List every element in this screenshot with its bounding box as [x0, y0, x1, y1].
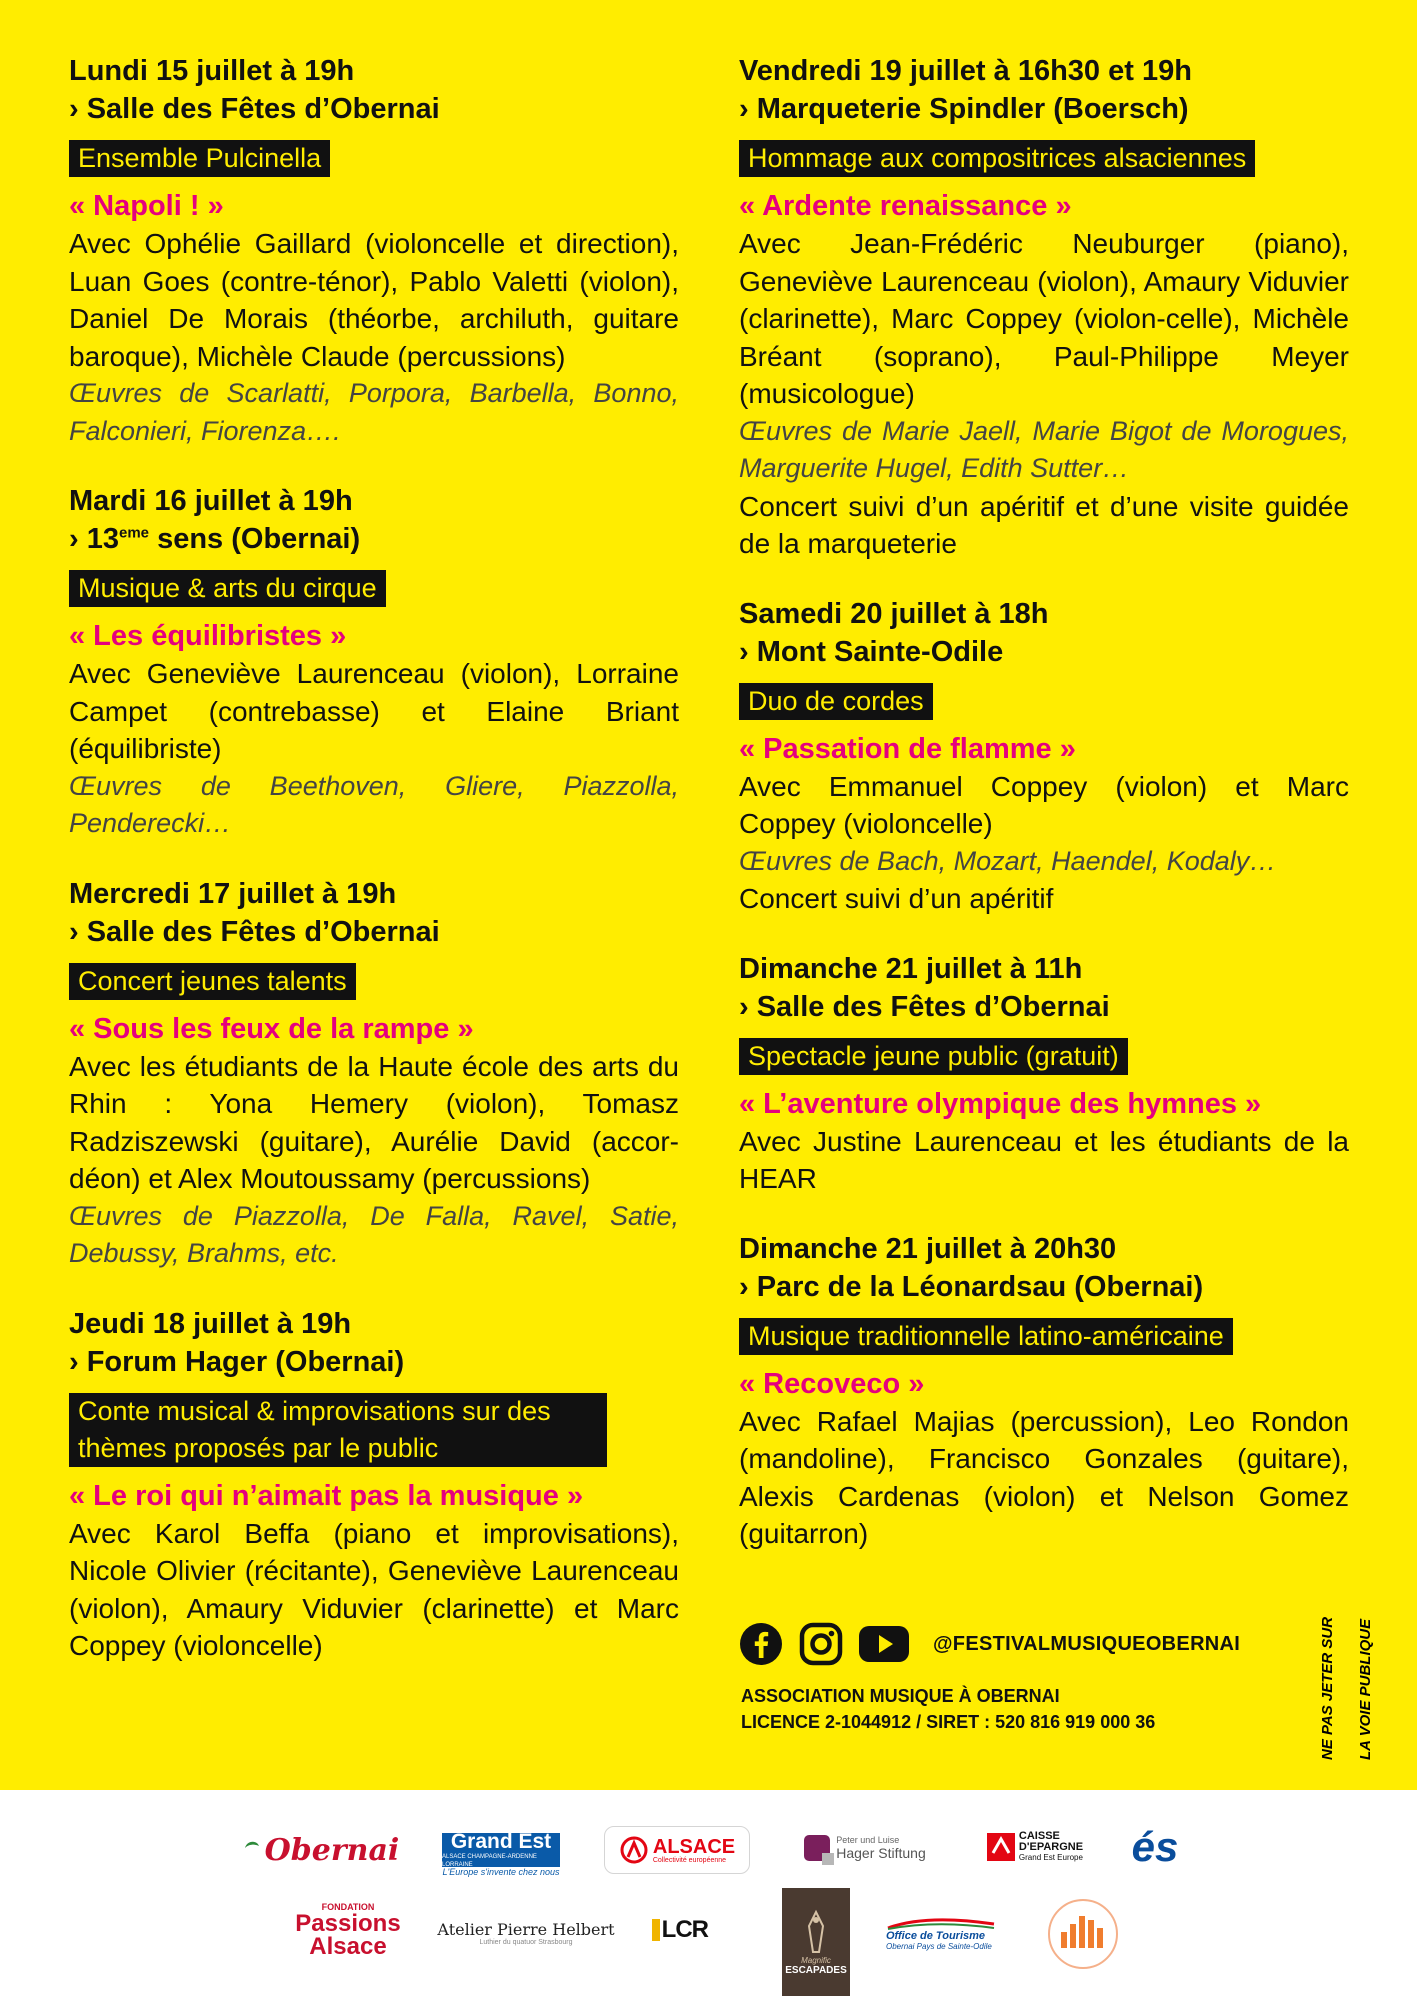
alsace-sub: Collectivité européenne: [652, 1856, 727, 1864]
event-tag: Musique traditionnelle latino-américaine: [739, 1318, 1233, 1355]
venue-suffix: sens (Obernai): [149, 523, 361, 555]
event-venue: › Parc de la Léonardsau (Obernai): [739, 1270, 1204, 1303]
event-performers: Avec Rafael Majias (percussion), Leo Rondon (mandoline), Francisco Gonzales (guitare), Alexis Cardenas (violon) et Nelson Gomez (guitarron): [739, 1405, 1349, 1549]
event-tag: Concert jeunes talents: [69, 963, 356, 1000]
event-performers: Avec Karol Beffa (piano et improvisations), Nicole Olivier (récitante), Geneviève Laurenceau (violon), Amaury Viduvier (clarinette) et Marc Coppey (violoncelle): [69, 1517, 679, 1661]
event-venue: [69, 520, 679, 558]
event-venue: › Salle des Fêtes d’Obernai: [69, 915, 440, 948]
event-date: Dimanche 21 juillet à 20h30: [739, 1232, 1117, 1265]
event-date: Lundi 15 juillet à 19h: [69, 55, 355, 87]
event-monday-15: [69, 52, 679, 450]
event-tag: Ensemble Pulcinella: [69, 140, 330, 177]
event-title: « Ardente renaissance »: [739, 190, 1072, 222]
youtube-icon[interactable]: [859, 1622, 909, 1666]
alsace-text: ALSACE: [652, 1835, 736, 1858]
event-title: « Les équilibristes »: [69, 620, 347, 652]
event-works: Œuvres de Scarlatti, Porpora, Barbella, Bonno, Falconieri, Fiorenza….: [69, 378, 679, 446]
event-sunday-21-evening: [739, 1230, 1349, 1553]
event-date: Vendredi 19 juillet à 16h30 et 19h: [739, 55, 1192, 87]
logo-magnific-escapades: [782, 1888, 850, 1996]
helbert-sub: Luthier du quatuor Strasbourg: [479, 1939, 573, 1946]
sponsor-logos: [0, 1790, 1417, 2008]
logo-orange-circle: [1045, 1896, 1121, 1972]
venue-prefix: › 13: [69, 523, 119, 555]
event-tag: Musique & arts du cirque: [69, 570, 386, 607]
tourisme-line2: Obernai Pays de Sainte-Odile: [886, 1941, 992, 1951]
event-performers: Avec Emmanuel Coppey (violon) et Marc Coppey (violoncelle): [739, 770, 1349, 839]
event-sunday-21-morning: [739, 950, 1349, 1198]
event-title: « Passation de flamme »: [739, 732, 1076, 765]
escapades-line1: Magnific: [801, 1956, 831, 1965]
social-handle[interactable]: @FESTIVALMUSIQUEOBERNAI: [933, 1632, 1241, 1655]
logo-atelier-helbert: [436, 1908, 616, 1958]
event-date: Dimanche 21 juillet à 11h: [739, 952, 1083, 985]
grandest-text: Grand Est: [450, 1830, 552, 1853]
grandest-tag: L'Europe s'invente chez nous: [442, 1867, 560, 1877]
event-tag: Hommage aux compositrices alsaciennes: [739, 140, 1255, 177]
event-venue: › Salle des Fêtes d’Obernai: [739, 990, 1110, 1023]
event-tag: Conte musical & improvisations sur des thèmes proposés par le public: [69, 1393, 607, 1467]
disclaimer-line2: LA VOIE PUBLIQUE: [1357, 1618, 1374, 1760]
event-works: Œuvres de Piazzolla, De Falla, Ravel, Satie, Debussy, Brahms, etc.: [69, 1200, 679, 1268]
event-title: « Sous les feux de la rampe »: [69, 1012, 474, 1045]
logo-obernai: [240, 1825, 400, 1875]
fondation-line2: Passions: [295, 1910, 401, 1937]
helbert-text: Atelier Pierre Helbert: [437, 1920, 615, 1939]
event-venue: › Mont Sainte-Odile: [739, 635, 1004, 668]
event-performers: Avec Justine Laurenceau et les étudiants de la HEAR: [739, 1125, 1349, 1194]
logo-obernai-text: Obernai: [264, 1832, 400, 1868]
disclaimer-vertical: [1318, 1590, 1374, 1760]
association-name: ASSOCIATION MUSIQUE À OBERNAI: [741, 1686, 1060, 1706]
left-column: [69, 52, 679, 1697]
event-date: Mercredi 17 juillet à 19h: [69, 877, 397, 910]
right-column: [739, 52, 1349, 1585]
event-performers: Avec Ophélie Gaillard (violoncelle et direction), Luan Goes (contre-ténor), Pablo Valetti (violon), Daniel De Morais (théorbe, archiluth, guitare baroque), Michèle Claude (percussions): [69, 228, 679, 372]
event-venue: › Forum Hager (Obernai): [69, 1345, 405, 1378]
event-performers: Avec Geneviève Laurenceau (violon), Lorraine Campet (contrebasse) et Elaine Briant (équilibriste): [69, 658, 679, 764]
event-performers: Avec Jean-Frédéric Neuburger (piano), Geneviève Laurenceau (violon), Amaury Viduvier (clarinette), Marc Coppey (violon-celle), Michèle Bréant (soprano), Paul-Philippe Meyer (musicologue): [739, 228, 1349, 409]
logo-hager-stiftung: [790, 1828, 940, 1868]
event-extra: Concert suivi d’un apéritif et d’une visite guidée de la marqueterie: [739, 490, 1349, 559]
logo-caisse-epargne: [975, 1826, 1095, 1868]
event-performers: Avec les étudiants de la Haute école des arts du Rhin : Yona Hemery (violon), Tomasz Radziszewski (guitare), Aurélie David (accor-déon) et Alex Moutoussamy (percussions): [69, 1050, 679, 1194]
event-title: « Recoveco »: [739, 1367, 925, 1400]
logo-grand-est: [442, 1828, 560, 1882]
event-title: « Le roi qui n’aimait pas la musique »: [69, 1479, 584, 1512]
event-date: Jeudi 18 juillet à 19h: [69, 1307, 352, 1340]
facebook-icon[interactable]: [739, 1622, 783, 1666]
hager-line2: Hager Stiftung: [836, 1845, 926, 1861]
instagram-icon[interactable]: [799, 1622, 843, 1666]
caisse-line1: CAISSE: [1018, 1830, 1060, 1842]
social-links: [739, 1622, 1240, 1666]
association-licence: LICENCE 2-1044912 / SIRET : 520 816 919 000 36: [741, 1712, 1156, 1732]
fondation-line3: Alsace: [309, 1933, 387, 1960]
hager-line1: Peter und Luise: [836, 1835, 900, 1845]
caisse-line3: Grand Est Europe: [1018, 1853, 1083, 1862]
logo-alsace: [604, 1826, 750, 1874]
grandest-sub: ALSACE CHAMPAGNE-ARDENNE LORRAINE: [442, 1854, 537, 1868]
event-title: « Napoli ! »: [69, 190, 224, 222]
event-venue: › Marqueterie Spindler (Boersch): [739, 93, 1189, 125]
event-saturday-20: [739, 595, 1349, 918]
venue-sup: eme: [118, 524, 150, 542]
event-works: Œuvres de Bach, Mozart, Haendel, Kodaly…: [739, 845, 1277, 876]
escapades-line2: ESCAPADES: [785, 1965, 847, 1976]
event-wednesday-17: [69, 875, 679, 1273]
event-date: Samedi 20 juillet à 18h: [739, 597, 1049, 630]
event-works: Œuvres de Beethoven, Gliere, Piazzolla, Penderecki…: [69, 770, 679, 838]
lcr-text: LCR: [661, 1916, 708, 1943]
logo-es: [1120, 1818, 1190, 1876]
event-friday-19: [739, 52, 1349, 563]
caisse-line2: D'EPARGNE: [1018, 1841, 1084, 1853]
logo-office-tourisme: [886, 1908, 1016, 1958]
event-tag: Duo de cordes: [739, 683, 933, 720]
association-info: [741, 1683, 1155, 1735]
event-title: « L’aventure olympique des hymnes »: [739, 1087, 1262, 1120]
event-tuesday-16: [69, 482, 679, 843]
logo-lcr: [652, 1910, 708, 1950]
event-venue: › Salle des Fêtes d’Obernai: [69, 93, 440, 125]
es-text: és: [1131, 1823, 1179, 1870]
logo-fondation-passions-alsace: [288, 1898, 408, 1962]
disclaimer-line1: NE PAS JETER SUR: [1319, 1616, 1336, 1760]
event-date: Mardi 16 juillet à 19h: [69, 485, 353, 517]
event-works: Œuvres de Marie Jaell, Marie Bigot de Morogues, Marguerite Hugel, Edith Sutter…: [739, 415, 1349, 483]
fondation-line1: FONDATION: [321, 1902, 375, 1912]
event-thursday-18: [69, 1305, 679, 1665]
tourisme-line1: Office de Tourisme: [886, 1929, 986, 1942]
event-tag: Spectacle jeune public (gratuit): [739, 1038, 1128, 1075]
event-extra: Concert suivi d’un apéritif: [739, 883, 1054, 914]
